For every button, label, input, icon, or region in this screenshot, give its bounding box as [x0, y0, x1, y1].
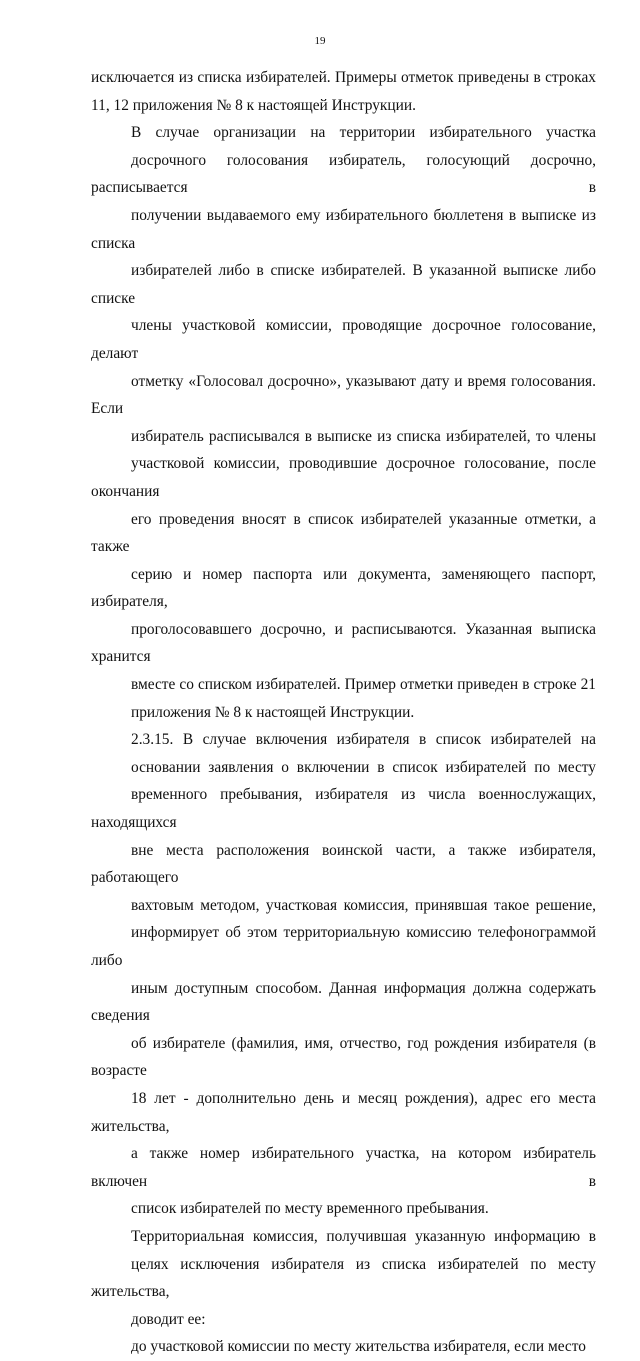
- text-line: до участковой комиссии по месту жительства избирателя, если место: [131, 1338, 586, 1356]
- text-line: вахтовым методом, участковая комиссия, принявшая такое решение,: [131, 896, 596, 914]
- text-line: 18 лет - дополнительно день и месяц рождения), адрес его места жительства,: [91, 1089, 596, 1135]
- text-line: доводит ее:: [131, 1310, 206, 1328]
- text-line: участковой комиссии, проводившие досрочное голосование, после окончания: [91, 455, 596, 500]
- text-line: В случае организации на территории избирательного участка: [131, 124, 596, 142]
- text-line: временного пребывания, избирателя из числа военнослужащих, находящихся: [91, 786, 596, 832]
- text-line: список избирателей по месту временного пребывания.: [131, 1200, 489, 1218]
- text-line: исключается из списка избирателей. Примеры отметок приведены в строках: [91, 69, 596, 86]
- text-line: приложения № 8 к настоящей Инструкции.: [131, 703, 415, 721]
- text-line: избиратель расписывался в выписке из списка избирателей, то члены: [131, 427, 596, 445]
- page-number: 19: [314, 35, 326, 47]
- text-line: его проведения вносят в список избирателей указанные отметки, а также: [91, 510, 596, 556]
- text-line: а также номер избирательного участка, на котором избиратель включен в: [91, 1145, 596, 1190]
- body-text: [91, 64, 596, 1361]
- text-line: 11, 12 приложения № 8 к настоящей Инструкции.: [91, 96, 416, 114]
- paragraph: [91, 64, 596, 119]
- paragraph: [91, 119, 596, 726]
- paragraph: [91, 726, 596, 1223]
- paragraph: [91, 1223, 596, 1333]
- text-line: вне места расположения воинской части, а также избирателя, работающего: [91, 841, 596, 887]
- text-line: об избирателе (фамилия, имя, отчество, год рождения избирателя (в возрасте: [91, 1034, 596, 1080]
- text-line: получении выдаваемого ему избирательного бюллетеня в выписке из списка: [91, 206, 596, 252]
- text-line: Территориальная комиссия, получившая указанную информацию в: [131, 1227, 596, 1245]
- text-line: целях исключения избирателя из списка избирателей по месту жительства,: [91, 1255, 596, 1301]
- text-line: вместе со списком избирателей. Пример отметки приведен в строке 21: [131, 676, 596, 694]
- text-line: 2.3.15. В случае включения избирателя в список избирателей на: [131, 731, 596, 749]
- text-line: иным доступным способом. Данная информация должна содержать сведения: [91, 979, 596, 1025]
- text-line: отметку «Голосовал досрочно», указывают дату и время голосования. Если: [91, 372, 596, 418]
- text-line: серию и номер паспорта или документа, заменяющего паспорт, избирателя,: [91, 565, 596, 611]
- text-line: основании заявления о включении в список избирателей по месту: [131, 758, 596, 776]
- text-line: члены участковой комиссии, проводящие досрочное голосование, делают: [91, 317, 596, 362]
- text-line: досрочного голосования избиратель, голосующий досрочно, расписывается в: [91, 151, 596, 197]
- paragraph: [91, 1333, 596, 1361]
- text-line: информирует об этом территориальную комиссию телефонограммой либо: [91, 924, 596, 969]
- text-line: избирателей либо в списке избирателей. В указанной выписке либо списке: [91, 262, 596, 307]
- text-line: проголосовавшего досрочно, и расписываются. Указанная выписка хранится: [91, 620, 596, 666]
